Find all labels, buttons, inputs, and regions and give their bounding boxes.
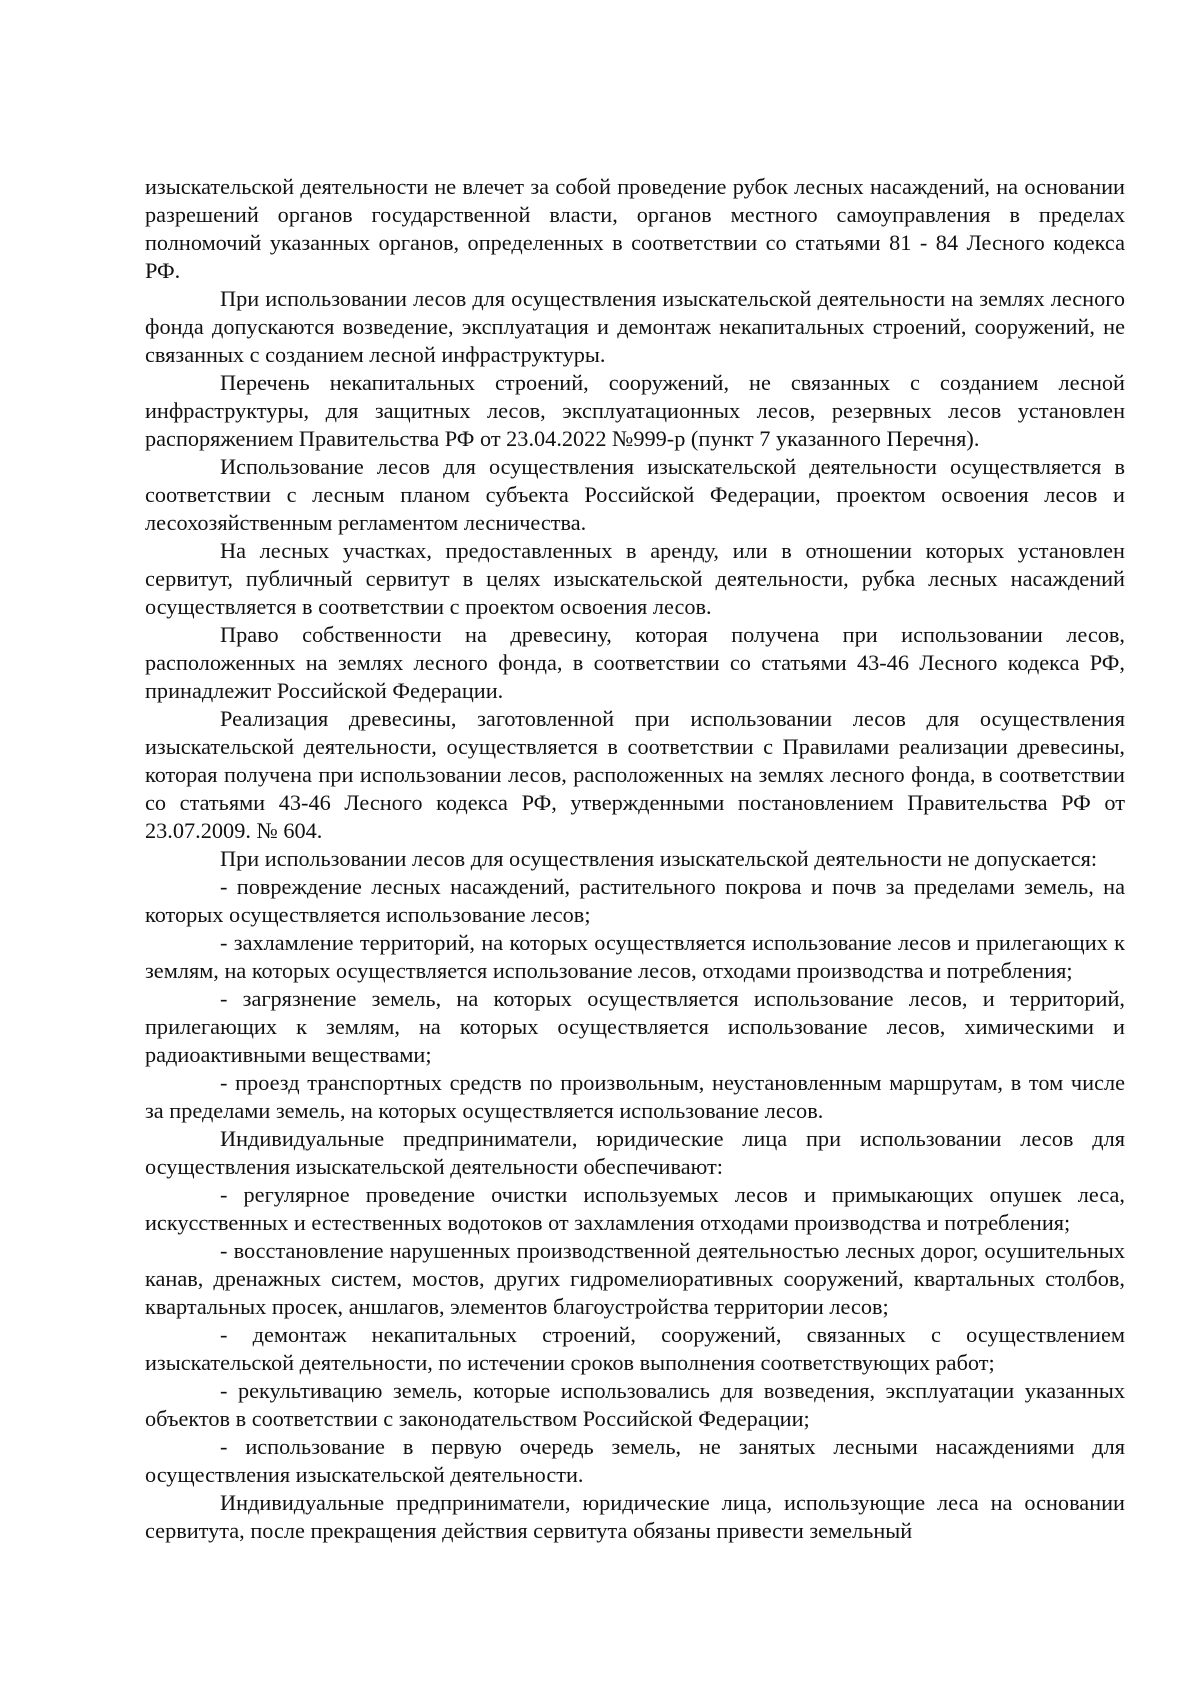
list-item-8: - рекультивацию земель, которые использовались для возведения, эксплуатации указанных объектов в соответствии с законодательством Российской Федерации;	[145, 1378, 1125, 1431]
paragraph-1: изыскательской деятельности не влечет за собой проведение рубок лесных насаждений, на основании разрешений органов государственной власти, органов местного самоуправления в пределах полномочий указанных органов, определенных в соответствии со статьями 81 - 84 Лесного кодекса РФ.	[145, 174, 1125, 283]
paragraph-9: Индивидуальные предприниматели, юридические лица при использовании лесов для осуществления изыскательской деятельности обеспечивают:	[145, 1126, 1125, 1179]
list-item-4: - проезд транспортных средств по произвольным, неустановленным маршрутам, в том числе за пределами земель, на которых осуществляется использование лесов.	[145, 1070, 1125, 1123]
list-item-1: - повреждение лесных насаждений, растительного покрова и почв за пределами земель, на которых осуществляется использование лесов;	[145, 874, 1125, 927]
paragraph-2: При использовании лесов для осуществления изыскательской деятельности на землях лесного фонда допускаются возведение, эксплуатация и демонтаж некапитальных строений, сооружений, не связанных с созданием лесной инфраструктуры.	[145, 286, 1125, 367]
paragraph-10: Индивидуальные предприниматели, юридические лица, использующие леса на основании сервитута, после прекращения действия сервитута обязаны привести земельный	[145, 1490, 1125, 1543]
paragraph-7: Реализация древесины, заготовленной при использовании лесов для осуществления изыскательской деятельности, осуществляется в соответствии с Правилами реализации древесины, которая получена при использовании лесов, расположенных на землях лесного фонда, в соответствии со статьями 43-46 Лесного кодекса РФ, утвержденными постановлением Правительства РФ от 23.07.2009. № 604.	[145, 706, 1125, 843]
paragraph-5: На лесных участках, предоставленных в аренду, или в отношении которых установлен сервитут, публичный сервитут в целях изыскательской деятельности, рубка лесных насаждений осуществляется в соответствии с проектом освоения лесов.	[145, 538, 1125, 619]
list-item-3: - загрязнение земель, на которых осуществляется использование лесов, и территорий, прилегающих к землям, на которых осуществляется использование лесов, химическими и радиоактивными веществами;	[145, 986, 1125, 1067]
paragraph-6: Право собственности на древесину, которая получена при использовании лесов, расположенных на землях лесного фонда, в соответствии со статьями 43-46 Лесного кодекса РФ, принадлежит Российской Федерации.	[145, 622, 1125, 703]
list-item-7: - демонтаж некапитальных строений, сооружений, связанных с осуществлением изыскательской деятельности, по истечении сроков выполнения соответствующих работ;	[145, 1322, 1125, 1375]
paragraph-4: Использование лесов для осуществления изыскательской деятельности осуществляется в соответствии с лесным планом субъекта Российской Федерации, проектом освоения лесов и лесохозяйственным регламентом лесничества.	[145, 454, 1125, 535]
list-item-9: - использование в первую очередь земель, не занятых лесными насаждениями для осуществления изыскательской деятельности.	[145, 1434, 1125, 1487]
paragraph-8: При использовании лесов для осуществления изыскательской деятельности не допускается:	[220, 846, 1098, 871]
paragraph-3: Перечень некапитальных строений, сооружений, не связанных с созданием лесной инфраструктуры, для защитных лесов, эксплуатационных лесов, резервных лесов установлен распоряжением Правительства РФ от 23.04.2022 №999-р (пункт 7 указанного Перечня).	[145, 370, 1125, 451]
document-body	[145, 173, 1125, 1545]
list-item-2: - захламление территорий, на которых осуществляется использование лесов и прилегающих к землям, на которых осуществляется использование лесов, отходами производства и потребления;	[145, 930, 1125, 983]
list-item-6: - восстановление нарушенных производственной деятельностью лесных дорог, осушительных канав, дренажных систем, мостов, других гидромелиоративных сооружений, квартальных столбов, квартальных просек, аншлагов, элементов благоустройства территории лесов;	[145, 1238, 1125, 1319]
list-item-5: - регулярное проведение очистки используемых лесов и примыкающих опушек леса, искусственных и естественных водотоков от захламления отходами производства и потребления;	[145, 1182, 1125, 1235]
